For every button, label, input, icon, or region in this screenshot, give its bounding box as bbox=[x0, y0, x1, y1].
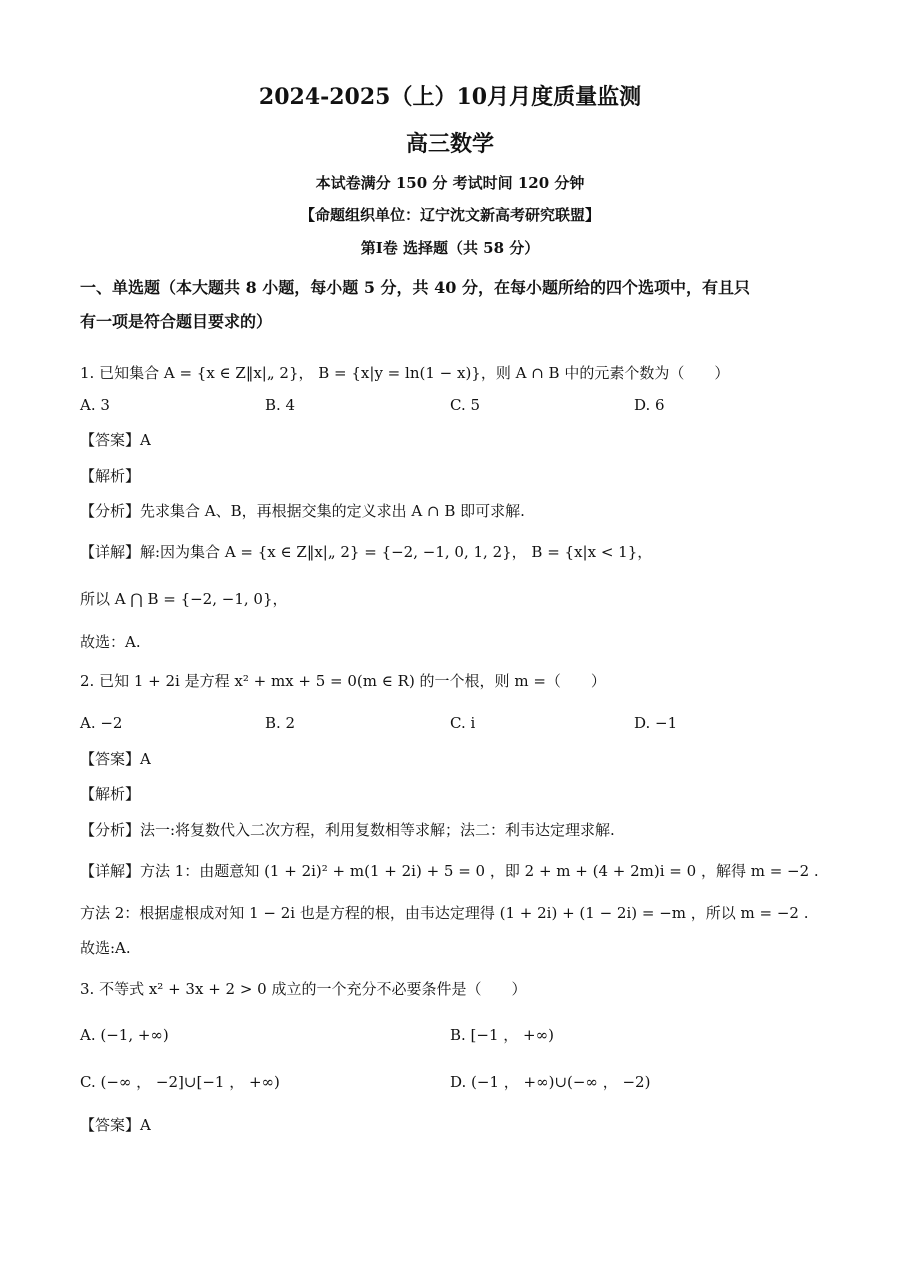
q1-analysis-label: 【解析】 bbox=[80, 467, 141, 485]
q3-answer: 【答案】A bbox=[80, 1116, 151, 1134]
exam-org: 【命题组织单位：辽宁沈文新高考研究联盟】 bbox=[299, 206, 600, 224]
q1-detail: 【详解】解:因为集合 A = {x ∈ Z‖x|„ 2} = {−2, −1, 0, 1, 2}， B = {x|x < 1}， bbox=[80, 543, 653, 561]
q3-stem: 3. 不等式 x² + 3x + 2 > 0 成立的一个充分不必要条件是（ ） bbox=[80, 980, 527, 998]
q1-option-a: A. 3 bbox=[80, 396, 110, 414]
q2-method2: 方法 2：根据虚根成对知 1 − 2i 也是方程的根，由韦达定理得 (1 + 2i) + (1 − 2i) = −m ，所以 m = −2 . bbox=[80, 904, 809, 922]
volume-heading: 第Ⅰ卷 选择题（共 58 分） bbox=[360, 239, 540, 257]
q2-detail: 【详解】方法 1：由题意知 (1 + 2i)² + m(1 + 2i) + 5 = 0 ，即 2 + m + (4 + 2m)i = 0 ，解得 m = −2 . bbox=[80, 862, 819, 880]
q2-option-a: A. −2 bbox=[80, 714, 123, 732]
q1-option-d: D. 6 bbox=[634, 396, 665, 414]
q1-fenxi: 【分析】先求集合 A、B，再根据交集的定义求出 A ∩ B 即可求解. bbox=[80, 502, 525, 520]
q1-option-b: B. 4 bbox=[265, 396, 296, 414]
q2-analysis-label: 【解析】 bbox=[80, 785, 141, 803]
section-heading-line2: 有一项是符合题目要求的） bbox=[80, 312, 273, 331]
q1-answer: 【答案】A bbox=[80, 431, 151, 449]
q2-answer: 【答案】A bbox=[80, 750, 151, 768]
exam-subject: 高三数学 bbox=[405, 131, 494, 157]
q1-stem: 1. 已知集合 A = {x ∈ Z‖x|„ 2}， B = {x|y = ln(1 − x)}，则 A ∩ B 中的元素个数为（ ） bbox=[80, 364, 730, 382]
q3-option-b: B. [−1 ， +∞) bbox=[450, 1026, 554, 1044]
q3-option-d: D. (−1 ， +∞)∪(−∞ ， −2) bbox=[450, 1073, 651, 1091]
q1-choose: 故选：A. bbox=[80, 633, 141, 651]
q3-option-a: A. (−1, +∞) bbox=[80, 1026, 169, 1044]
q2-fenxi: 【分析】法一:将复数代入二次方程，利用复数相等求解；法二：利韦达定理求解. bbox=[80, 821, 615, 839]
q1-therefore: 所以 A ⋂ B = {−2, −1, 0}， bbox=[80, 590, 288, 608]
exam-title: 2024-2025（上）10月月度质量监测 bbox=[258, 84, 642, 110]
exam-info: 本试卷满分 150 分 考试时间 120 分钟 bbox=[315, 174, 585, 192]
q2-option-c: C. i bbox=[450, 714, 476, 732]
q2-option-d: D. −1 bbox=[634, 714, 678, 732]
q2-choose: 故选:A. bbox=[80, 939, 131, 957]
q2-stem: 2. 已知 1 + 2i 是方程 x² + mx + 5 = 0(m ∈ R) 的一个根，则 m =（ ） bbox=[80, 672, 606, 690]
q3-option-c: C. (−∞ ， −2]∪[−1 ， +∞) bbox=[80, 1073, 280, 1091]
q1-option-c: C. 5 bbox=[450, 396, 481, 414]
section-heading-line1: 一、单选题（本大题共 8 小题，每小题 5 分，共 40 分，在每小题所给的四个选项中，有且只 bbox=[80, 278, 750, 297]
q2-option-b: B. 2 bbox=[265, 714, 296, 732]
